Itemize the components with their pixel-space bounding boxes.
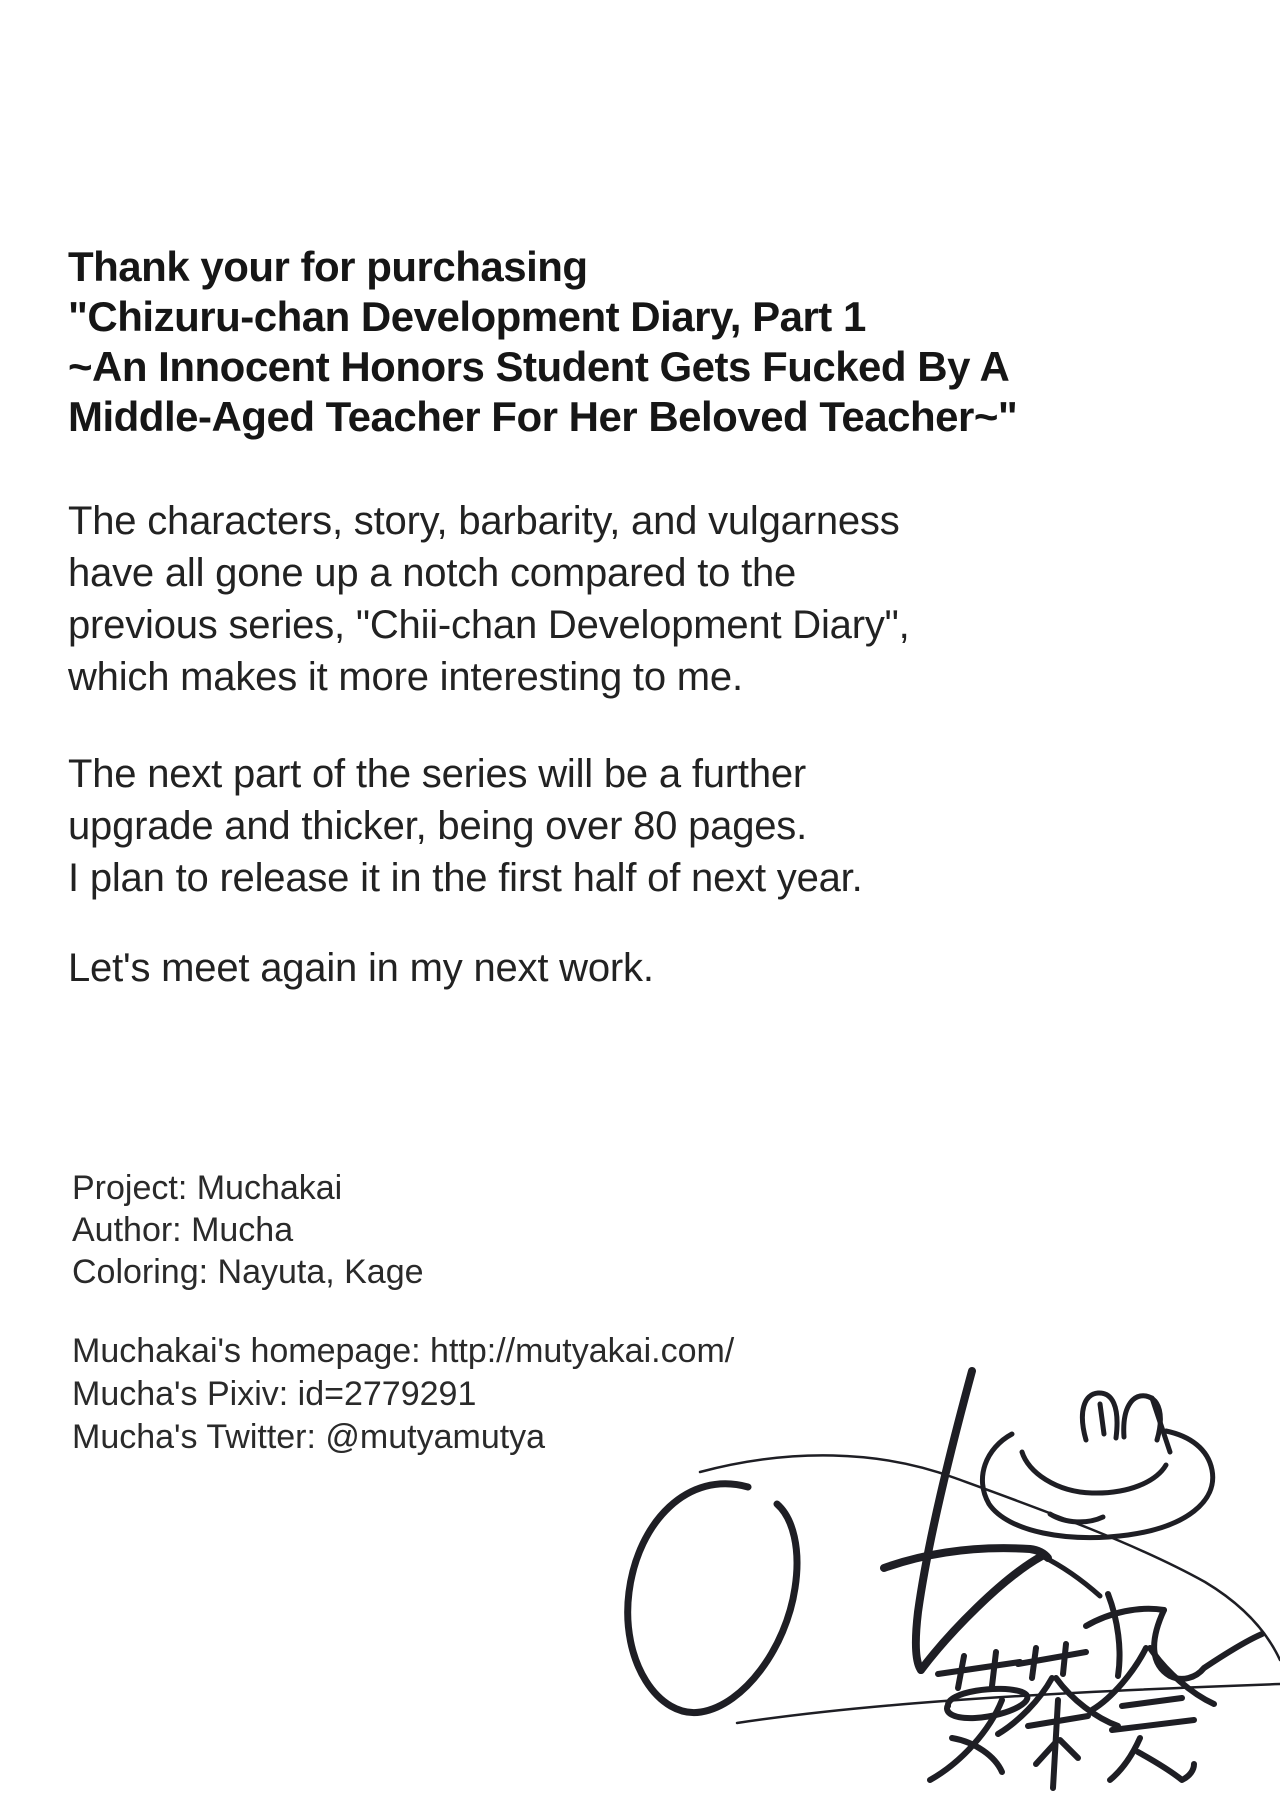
- paragraph-line: previous series, "Chii-chan Development Diary",: [68, 603, 910, 647]
- frog-doodle: [982, 1393, 1212, 1538]
- heading-line-3: ~An Innocent Honors Student Gets Fucked By A: [68, 343, 1010, 390]
- paragraph-line: have all gone up a notch compared to the: [68, 551, 797, 595]
- signature-bold-strokes: [884, 1371, 1100, 1670]
- link-pixiv: Mucha's Pixiv: id=2779291: [72, 1375, 477, 1413]
- signature-kanji: [930, 1644, 1214, 1788]
- credits-block: [72, 1167, 424, 1293]
- paragraph-line: The next part of the series will be a further: [68, 752, 807, 796]
- signature-loop: [628, 1484, 797, 1713]
- credit-coloring: Coloring: Nayuta, Kage: [72, 1253, 424, 1291]
- links-block: [72, 1330, 734, 1459]
- credit-project: Project: Muchakai: [72, 1169, 343, 1207]
- credit-author: Author: Mucha: [72, 1211, 294, 1249]
- paragraph-farewell: [68, 942, 654, 994]
- paragraph-next-part: [68, 748, 862, 904]
- signature-thin-sweeps: [700, 1455, 1280, 1723]
- paragraph-line: which makes it more interesting to me.: [68, 655, 743, 699]
- heading-line-2: "Chizuru-chan Development Diary, Part 1: [68, 293, 866, 340]
- paragraph-line: upgrade and thicker, being over 80 pages.: [68, 804, 808, 848]
- signature-flourish: [1086, 1594, 1262, 1679]
- paragraph-line: The characters, story, barbarity, and vulgarness: [68, 499, 900, 543]
- paragraph-series-comparison: [68, 495, 910, 703]
- heading-line-4: Middle-Aged Teacher For Her Beloved Teacher~": [68, 393, 1018, 440]
- paragraph-line: Let's meet again in my next work.: [68, 946, 654, 990]
- thank-you-heading: [68, 242, 1017, 442]
- link-twitter: Mucha's Twitter: @mutyamutya: [72, 1418, 546, 1456]
- link-homepage: Muchakai's homepage: http://mutyakai.com/: [72, 1332, 735, 1370]
- paragraph-line: I plan to release it in the first half of next year.: [68, 856, 863, 900]
- heading-line-1: Thank your for purchasing: [68, 243, 588, 290]
